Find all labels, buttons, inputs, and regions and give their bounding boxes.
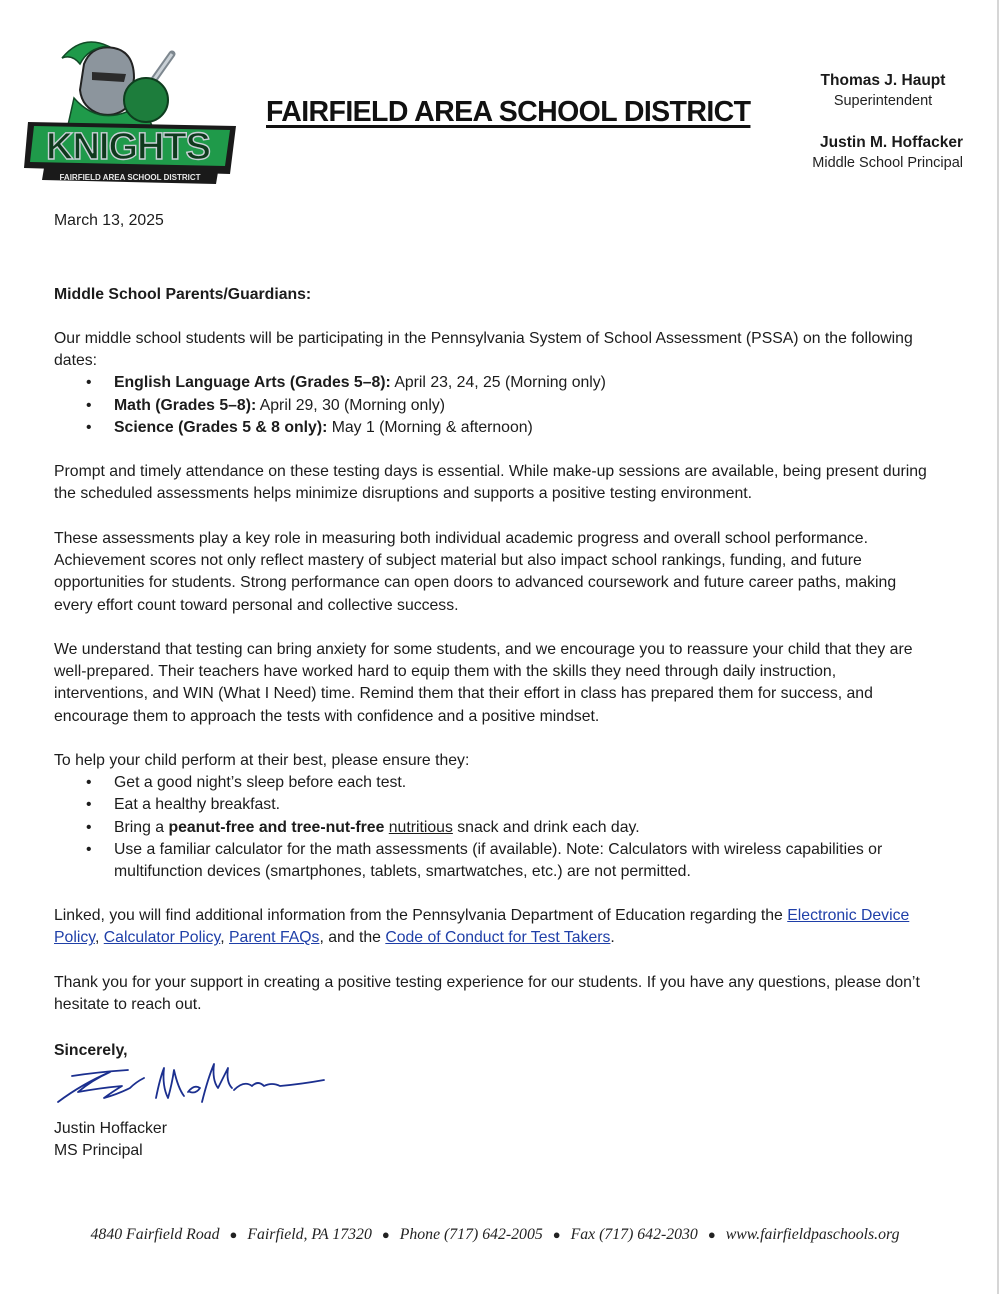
bullet-separator: ●: [381, 1227, 390, 1242]
district-title: FAIRFIELD AREA SCHOOL DISTRICT: [266, 96, 751, 128]
knights-logo: [22, 34, 242, 186]
footer-fax: Fax (717) 642-2030: [570, 1226, 698, 1243]
anxiety-paragraph: We understand that testing can bring anxiety for some students, and we encourage you to reassure your child that they are well-prepared. Their teachers have worked hard to equip them with the skills they need through daily instruction, interventions, and WIN (What I Need) time. Remind them that their effort in class has prepared them for success, and encourage them to approach the tests with confidence and a positive mindset.: [54, 641, 913, 725]
code-of-conduct-link[interactable]: Code of Conduct for Test Takers: [385, 929, 611, 947]
list-item: [54, 417, 934, 439]
separator: ,: [94, 929, 104, 947]
tip-snack-pre: Bring a: [114, 818, 169, 836]
tip-breakfast: Eat a healthy breakfast.: [114, 796, 280, 814]
tip-calculator: Use a familiar calculator for the math assessments (if available). Note: Calculators with wireless capabilities or multifunction devices (smartphones, tablets, smartwatches, etc.) are not permitted.: [114, 840, 883, 881]
links-paragraph: [54, 905, 934, 949]
schedule-label: Science (Grades 5 & 8 only):: [114, 418, 328, 436]
attendance-paragraph: Prompt and timely attendance on these testing days is essential. While make-up sessions are available, being present during the scheduled assessments helps minimize disruptions and supports a positive testing environment.: [54, 463, 927, 503]
list-item: [54, 839, 934, 883]
superintendent-name: Thomas J. Haupt: [820, 72, 946, 89]
svg-text:FAIRFIELD AREA SCHOOL DISTRICT: FAIRFIELD AREA SCHOOL DISTRICT: [59, 173, 201, 182]
tip-snack-nutritious: nutritious: [388, 818, 453, 836]
list-item: [54, 817, 934, 839]
separator: , and the: [319, 929, 386, 947]
schedule-label: English Language Arts (Grades 5–8):: [114, 374, 391, 392]
schedule-detail: May 1 (Morning & afternoon): [327, 418, 533, 436]
thanks-paragraph: Thank you for your support in creating a positive testing experience for our students. If you have any questions, please don’t hesitate to reach out.: [54, 974, 920, 1014]
electronic-device-policy-link[interactable]: Electronic Device Policy: [54, 907, 910, 947]
schedule-label: Math (Grades 5–8):: [114, 396, 257, 414]
closing: Sincerely,: [54, 1042, 128, 1059]
principal-title: Middle School Principal: [812, 155, 963, 171]
bullet-separator: ●: [707, 1227, 716, 1242]
footer-address: 4840 Fairfield Road: [90, 1226, 220, 1243]
period: .: [610, 929, 615, 947]
signer-title: MS Principal: [54, 1142, 143, 1160]
bullet-separator: ●: [229, 1227, 238, 1242]
tips-list: [54, 772, 934, 883]
footer-contact: [0, 1226, 990, 1244]
links-intro: Linked, you will find additional information from the Pennsylvania Department of Education regarding the: [54, 907, 788, 924]
superintendent-title: Superintendent: [833, 93, 933, 109]
calculator-policy-link[interactable]: Calculator Policy: [103, 929, 221, 947]
signer-name: Justin Hoffacker: [54, 1120, 167, 1137]
salutation: Middle School Parents/Guardians:: [54, 286, 312, 303]
staff-block: [763, 70, 963, 174]
signer-block: [54, 1118, 934, 1162]
svg-text:KNIGHTS: KNIGHTS: [46, 126, 210, 168]
principal-name: Justin M. Hoffacker: [820, 134, 963, 151]
footer-city: Fairfield, PA 17320: [247, 1226, 372, 1243]
tips-intro: To help your child perform at their best, please ensure they:: [54, 752, 470, 769]
bullet-separator: ●: [552, 1227, 561, 1242]
letter-date: March 13, 2025: [54, 212, 164, 229]
tip-snack-allergy: peanut-free and tree-nut-free: [168, 818, 385, 836]
handwritten-signature: [52, 1058, 332, 1114]
list-item: [54, 372, 934, 394]
parent-faqs-link[interactable]: Parent FAQs: [229, 929, 320, 947]
schedule-list: [54, 372, 934, 439]
list-item: [54, 794, 934, 816]
separator: ,: [220, 929, 230, 947]
tips-section: [54, 750, 934, 883]
footer-phone: Phone (717) 642-2005: [399, 1226, 543, 1243]
intro-section: [54, 328, 934, 439]
assessment-role-paragraph: These assessments play a key role in measuring both individual academic progress and overall school performance. Achievement scores not only reflect mastery of subject material but also impact school rankings, funding, and future opportunities for students. Strong performance can open doors to advanced coursework and future career paths, making every effort count toward personal and collective success.: [54, 530, 897, 614]
schedule-detail: April 23, 24, 25 (Morning only): [390, 374, 606, 392]
tip-snack-post: snack and drink each day.: [452, 818, 640, 836]
footer-website[interactable]: www.fairfieldpaschools.org: [725, 1226, 900, 1243]
intro-paragraph: Our middle school students will be participating in the Pennsylvania System of School Assessment (PSSA) on the following dates:: [54, 330, 913, 370]
list-item: [54, 772, 934, 794]
list-item: [54, 395, 934, 417]
schedule-detail: April 29, 30 (Morning only): [256, 396, 445, 414]
tip-sleep: Get a good night’s sleep before each test.: [114, 774, 407, 792]
